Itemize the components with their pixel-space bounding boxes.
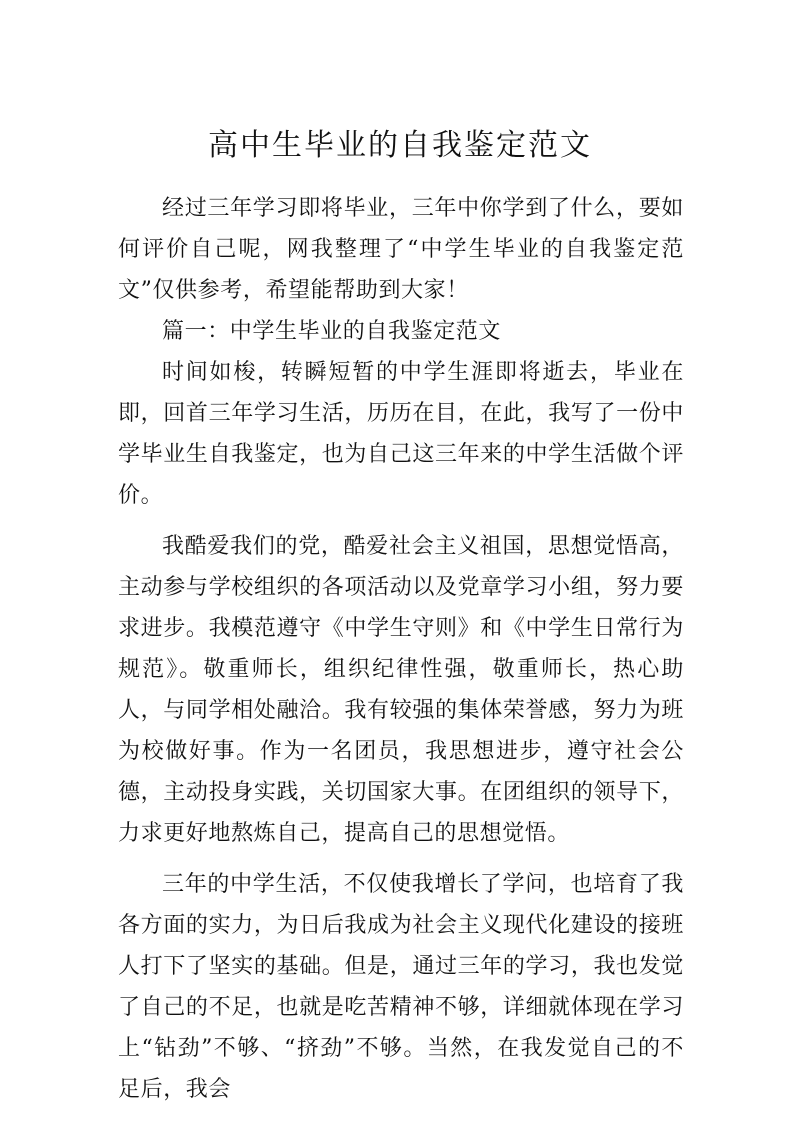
body-paragraph-3: 三年的中学生活，不仅使我增长了学问，也培育了我各方面的实力，为日后我成为社会主义现代化建设的接班人打下了坚实的基础。但是，通过三年的学习，我也发觉了自己的不足，也就是吃苦精神不够，详细就体现在学习上“钻劲”不够、“挤劲”不够。当然，在我发觉自己的不足后，我会 bbox=[118, 872, 684, 1102]
document-title: 高中生毕业的自我鉴定范文 bbox=[208, 128, 592, 163]
document-body bbox=[118, 188, 684, 1110]
intro-paragraph: 经过三年学习即将毕业，三年中你学到了什么，要如何评价自己呢，网我整理了“中学生毕业的自我鉴定范文”仅供参考，希望能帮助到大家！ bbox=[118, 196, 684, 303]
body-paragraph-2: 我酷爱我们的党，酷爱社会主义祖国，思想觉悟高，主动参与学校组织的各项活动以及党章学习小组，努力要求进步。我模范遵守《中学生守则》和《中学生日常行为规范》。敬重师长，组织纪律性强，敬重师长，热心助人，与同学相处融洽。我有较强的集体荣誉感，努力为班为校做好事。作为一名团员，我思想进步，遵守社会公德，主动投身实践，关切国家大事。在团组织的领导下，力求更好地熬炼自己，提高自己的思想觉悟。 bbox=[118, 534, 684, 846]
body-paragraph-1: 时间如梭，转瞬短暂的中学生涯即将逝去，毕业在即，回首三年学习生活，历历在目，在此，我写了一份中学毕业生自我鉴定，也为自己这三年来的中学生活做个评价。 bbox=[118, 360, 684, 508]
section-heading: 篇一：中学生毕业的自我鉴定范文 bbox=[162, 319, 502, 344]
